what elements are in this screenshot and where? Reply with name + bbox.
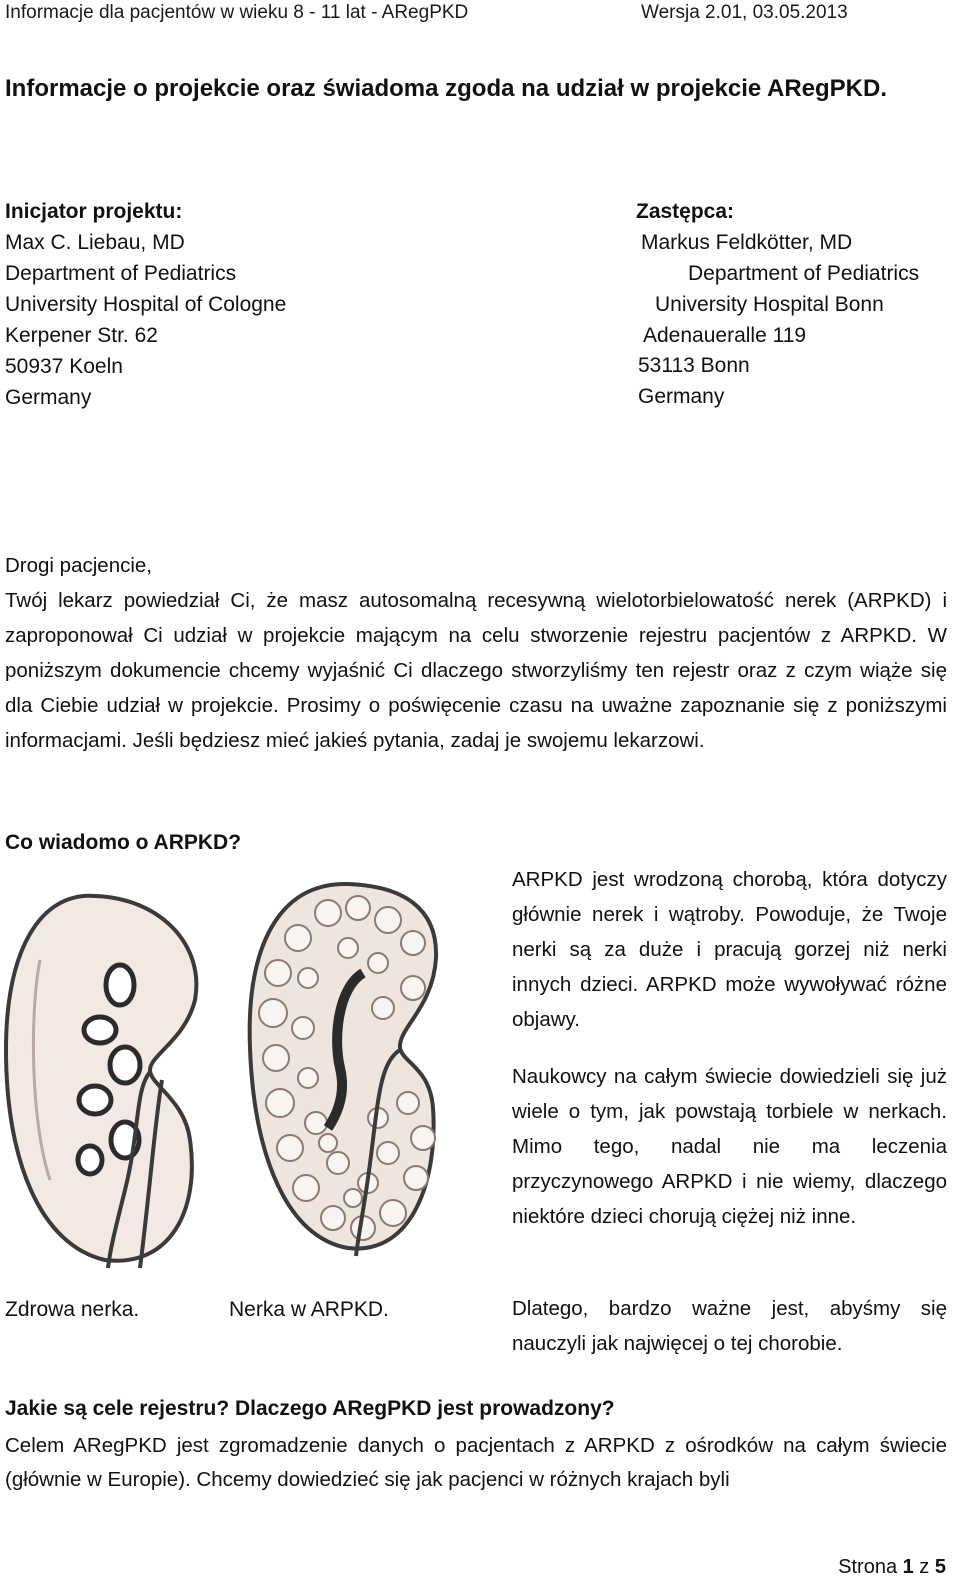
header-right: Wersja 2.01, 03.05.2013 bbox=[641, 2, 848, 23]
deputy-line: Germany bbox=[638, 385, 725, 408]
caption-healthy-kidney: Zdrowa nerka. bbox=[5, 1298, 140, 1321]
initiator-line: Germany bbox=[5, 386, 92, 409]
initiator-label: Inicjator projektu: bbox=[5, 200, 183, 223]
header-left: Informacje dla pacjentów w wieku 8 - 11 lat - ARegPKD bbox=[5, 2, 469, 23]
deputy-line: Adenaueralle 119 bbox=[643, 324, 807, 347]
page-label: Strona bbox=[838, 1556, 903, 1578]
initiator-line: University Hospital of Cologne bbox=[5, 293, 287, 316]
deputy-line: Department of Pediatrics bbox=[688, 262, 920, 285]
page-separator: z bbox=[913, 1556, 935, 1578]
initiator-line: 50937 Koeln bbox=[5, 355, 123, 378]
greeting: Drogi pacjencie, bbox=[5, 554, 152, 577]
section-heading: Jakie są cele rejestru? Dlaczego ARegPKD jest prowadzony? bbox=[5, 1397, 615, 1420]
initiator-line: Kerpener Str. 62 bbox=[5, 324, 158, 347]
section-paragraph: Celem ARegPKD jest zgromadzenie danych o pacjentach z ARPKD z ośrodków na całym świecie (głównie w Europie). Chcemy dowiedzieć się jak pacjenci w różnych krajach byli bbox=[5, 1434, 947, 1491]
arpkd-kidney-illustration bbox=[228, 878, 443, 1258]
section-paragraph: Dlatego, bardzo ważne jest, abyśmy się nauczyli jak najwięcej o tej chorobie. bbox=[512, 1297, 947, 1355]
intro-paragraph: Twój lekarz powiedział Ci, że masz autosomalną recesywną wielotorbielowatość nerek (ARPKD) i zaproponował Ci udział w projekcie mającym na celu stworzenie rejestru pacjentów z ARPKD. W poniższym dokumencie chcemy wyjaśnić Ci dlaczego stworzyliśmy ten rejestr oraz z czym wiąże się dla Ciebie udział w projekcie. Prosimy o poświęcenie czasu na uważne zapoznanie się z poniższymi informacjami. Jeśli będziesz mieć jakieś pytania, zadaj je swojemu lekarzowi. bbox=[5, 589, 947, 752]
initiator-line: Department of Pediatrics bbox=[5, 262, 237, 285]
document-title: Informacje o projekcie oraz świadoma zgoda na udział w projekcie ARegPKD. bbox=[5, 75, 887, 102]
current-page: 1 bbox=[902, 1556, 914, 1578]
total-pages: 5 bbox=[934, 1556, 946, 1578]
healthy-kidney-illustration bbox=[0, 890, 222, 1270]
deputy-label: Zastępca: bbox=[636, 200, 735, 223]
caption-arpkd-kidney: Nerka w ARPKD. bbox=[229, 1298, 389, 1321]
initiator-block bbox=[5, 196, 286, 413]
initiator-line: Max C. Liebau, MD bbox=[5, 231, 185, 254]
deputy-line: University Hospital Bonn bbox=[655, 293, 884, 316]
page-number bbox=[838, 1556, 946, 1579]
section-paragraph: ARPKD jest wrodzoną chorobą, która dotyczy głównie nerek i wątroby. Powoduje, że Twoje nerki są za duże i pracują gorzej niż nerki innych dzieci. ARPKD może wywoływać różne objawy. bbox=[512, 868, 947, 1031]
section-heading: Co wiadomo o ARPKD? bbox=[5, 831, 242, 854]
deputy-line: 53113 Bonn bbox=[638, 354, 750, 377]
deputy-line: Markus Feldkötter, MD bbox=[641, 231, 853, 254]
section-paragraph: Naukowcy na całym świecie dowiedzieli się już wiele o tym, jak powstają torbiele w nerkach. Mimo tego, nadal nie ma leczenia przyczynowego ARPKD i nie wiemy, dlaczego niektóre dzieci chorują ciężej niż inne. bbox=[512, 1065, 947, 1228]
